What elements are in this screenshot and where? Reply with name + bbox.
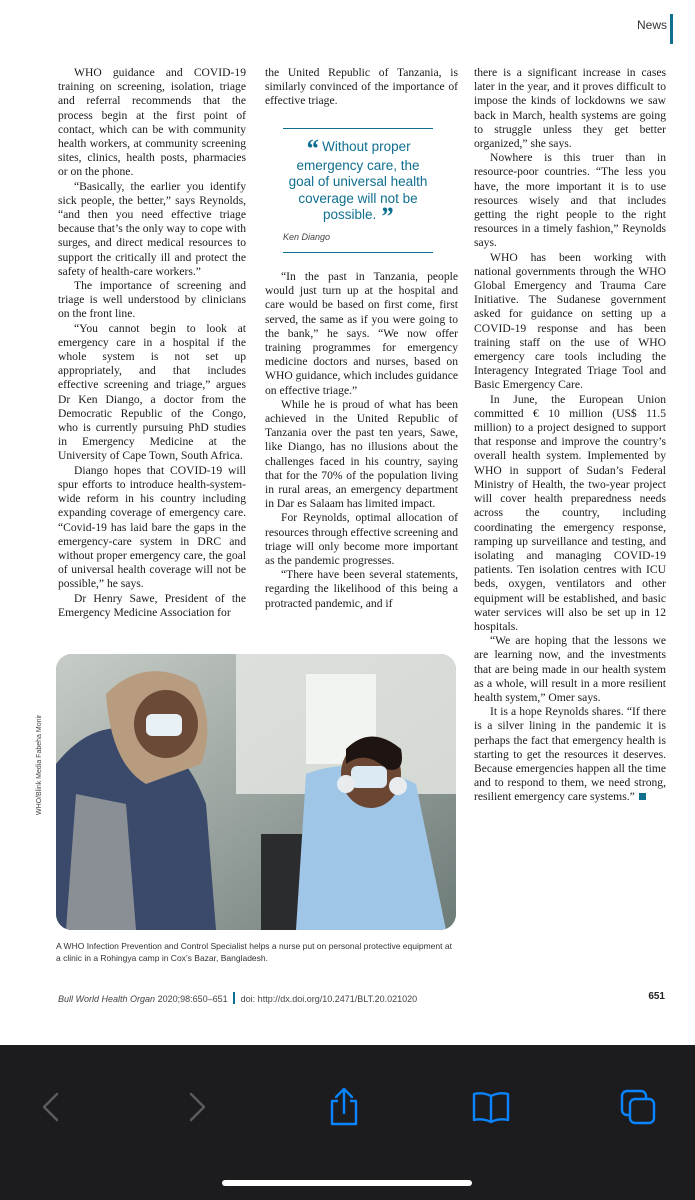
column-2 — [265, 270, 458, 611]
doi-link[interactable]: doi: http://dx.doi.org/10.2471/BLT.20.021020 — [240, 994, 418, 1004]
paragraph: In June, the European Union committed € 10 million (US$ 11.5 million) to a project designed to support that response and improve the country’s overall health system. Implemented by WHO in support of Sudan’s Federal Ministry of Health, the two-year project will cover health preparedness needs across the country, including coordinating the emergency response, ramping up surveillance and testing, and isolating and managing COVID-19 patients. Ten isolation centres with ICU beds, oxygen, ventilators and other equipment will be established, and basic water services will also be set up in 12 hospitals. — [474, 392, 666, 633]
paragraph: “Basically, the earlier you identify sick people, the better,” says Reynolds, “and then you need effective triage because that’s the only way to cope with surges, and direct medical resources to support the critically ill and protect the safety of health-care workers.” — [58, 179, 246, 278]
paragraph: Dr Henry Sawe, President of the Emergency Medicine Association for — [58, 591, 246, 619]
open-quote-icon: “ — [305, 134, 319, 163]
forward-button[interactable] — [175, 1085, 219, 1129]
article-photo — [56, 654, 456, 930]
paragraph-final: It is a hope Reynolds shares. “If there is a silver lining in the pandemic it is perhaps the fact that emergency health is starting to get the resources it deserves. Because emergencies happen all the time and to respond to them, we need strong, resilient emergency care systems.” — [474, 705, 666, 804]
journal-name: Bull World Health Organ — [58, 994, 156, 1004]
pull-quote-text: Without proper emergency care, the goal of universal health coverage will not be possible. — [288, 139, 428, 222]
column-1 — [58, 66, 246, 620]
column-3 — [474, 66, 666, 805]
page-number: 651 — [648, 991, 665, 1002]
footer-separator — [233, 992, 235, 1004]
paragraph: the United Republic of Tanzania, is similarly convinced of the importance of effective triage. — [265, 66, 458, 108]
paragraph: Diango hopes that COVID-19 will spur efforts to introduce health-system-wide reform in his country including expanding coverage of emergency care. “Covid-19 has laid bare the gaps in the emergency-care system in DRC and without proper emergency care, the goal of universal health coverage will not be possible,” he says. — [58, 463, 246, 591]
pull-quote — [283, 128, 433, 253]
pull-quote-author: Ken Diango — [283, 231, 331, 242]
home-indicator — [222, 1180, 472, 1186]
paragraph: “You cannot begin to look at emergency care in a hospital if the whole system is not set up appropriately, and that includes effective screening and triage,” argues Dr Ken Diango, a doctor from the Democratic Republic of the Congo, who is currently pursuing PhD studies in Emergency Medicine at the University of Cape Town, South Africa. — [58, 321, 246, 463]
photo-credit: WHO/Blink Media Fabeha Monir — [36, 714, 43, 815]
page-footer — [58, 992, 417, 1004]
share-button[interactable] — [322, 1085, 366, 1129]
chevron-left-icon — [39, 1092, 63, 1122]
paragraph: The importance of screening and triage is well understood by clinicians on the front line. — [58, 279, 246, 321]
paragraph: “In the past in Tanzania, people would just turn up at the hospital and care would be based on first come, first served, the same as if you were going to the bank,” he says. “We now offer training programmes for emergency medicine doctors and nurses, based on WHO guidance, which includes guidance on effective triage.” — [265, 270, 458, 397]
section-accent-bar — [670, 14, 673, 44]
share-icon — [327, 1087, 361, 1127]
paragraph: “There have been several statements, regarding the likelihood of this being a protracted pandemic, and if — [265, 568, 458, 610]
paragraph: For Reynolds, optimal allocation of resources through effective screening and triage will only become more important as the pandemic progresses. — [265, 511, 458, 568]
chevron-right-icon — [185, 1092, 209, 1122]
book-icon — [471, 1090, 511, 1124]
back-button[interactable] — [29, 1085, 73, 1129]
end-mark-icon — [639, 793, 646, 800]
citation: 2020;98:650–651 — [157, 994, 228, 1004]
paragraph: WHO guidance and COVID-19 training on screening, isolation, triage and referral recommends that the process begin at the first point of contact, which can be with community health workers, at community screening sites, clinics, health posts, pharmacies or on the phone. — [58, 66, 246, 179]
close-quote-icon: ” — [380, 202, 394, 231]
tabs-button[interactable] — [616, 1085, 660, 1129]
column-2-top — [265, 66, 458, 109]
paragraph: “We are hoping that the lessons we are learning now, and the investments that are being made in our health system as a whole, will result in a more resilient health system,” Omer says. — [474, 634, 666, 704]
paragraph: Nowhere is this truer than in resource-poor countries. “The less you have, the more important it is to use resources wisely and that includes getting the right people to the right resources in a timely fashion,” Reynolds says. — [474, 151, 666, 250]
photo-illustration — [56, 654, 456, 930]
bookmarks-button[interactable] — [469, 1085, 513, 1129]
photo-caption: A WHO Infection Prevention and Control Specialist helps a nurse put on personal protective equipment at a clinic in a Rohingya camp in Cox’s Bazar, Bangladesh. — [56, 941, 452, 963]
paragraph: WHO has been working with national governments through the WHO Global Emergency and Trauma Care Initiative. The Sudanese government asked for guidance on setting up a COVID-19 response and has been training staff on the use of WHO emergency care tools including the Interagency Integrated Triage Tool and Basic Emergency Care. — [474, 250, 666, 392]
tabs-icon — [618, 1087, 658, 1127]
paragraph: there is a significant increase in cases later in the year, and it proves difficult to impose the kinds of lockdowns we saw back in March, health systems are going to struggle unless they get better organized,” she says. — [474, 66, 666, 151]
paragraph: While he is proud of what has been achieved in the United Republic of Tanzania over the past ten years, Sawe, like Diango, has no illusions about the challenges faced in his country, saying that for the 70% of the population living in rural areas, an emergency department in Dar es Salaam has limited impact. — [265, 397, 458, 511]
section-label: News — [636, 18, 667, 32]
